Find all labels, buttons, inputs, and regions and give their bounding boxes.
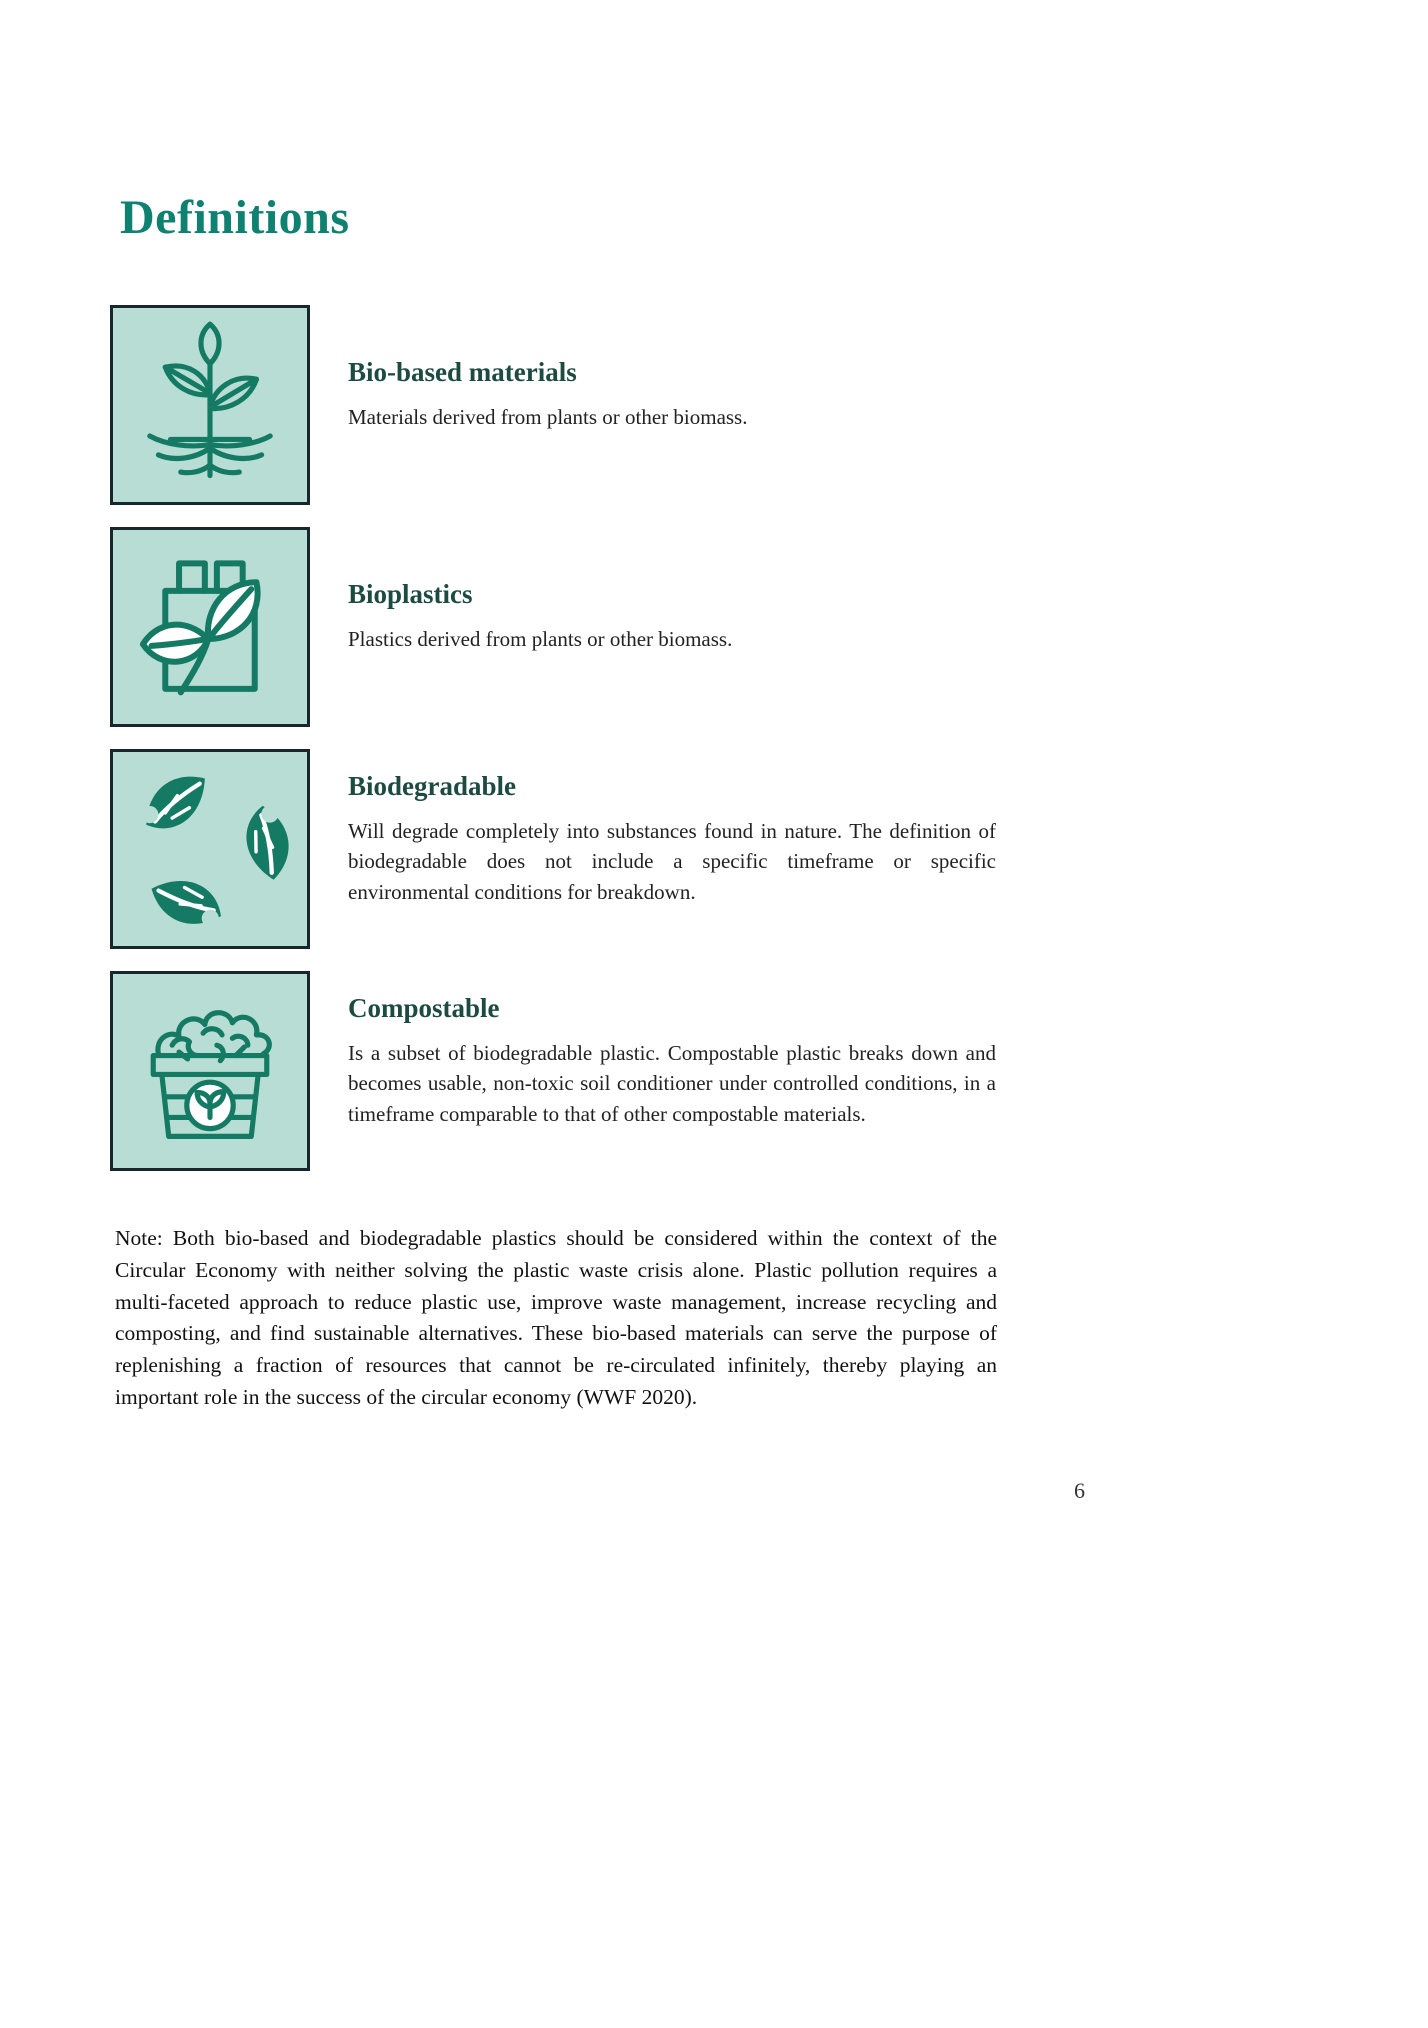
compost-bin-icon <box>124 985 296 1157</box>
definition-term: Bioplastics <box>348 579 473 609</box>
definition-body: Materials derived from plants or other biomass. <box>348 405 748 429</box>
icon-box-bio-based <box>110 305 310 505</box>
page-number: 6 <box>1074 1478 1085 1503</box>
definition-row-compostable <box>110 971 1428 1171</box>
definition-body: Plastics derived from plants or other biomass. <box>348 627 733 651</box>
definition-row-bio-based <box>110 305 1428 505</box>
bag-leaf-icon <box>124 541 296 713</box>
definition-body: Will degrade completely into substances found in nature. The definition of biodegradable does not include a specific timeframe or specific environmental conditions for breakdown. <box>348 819 996 904</box>
page-title: Definitions <box>120 191 350 244</box>
definitions-list <box>110 305 1428 1171</box>
icon-box-biodegradable <box>110 749 310 949</box>
plant-roots-icon <box>124 319 296 491</box>
note-paragraph: Note: Both bio-based and biodegradable plastics should be considered within the context of the Circular Economy with neither solving the plastic waste crisis alone. Plastic pollution requires a multi-faceted approach to reduce plastic use, improve waste management, increase recycling and composting, and find sustainable alternatives. These bio-based materials can serve the purpose of replenishing a fraction of resources that cannot be re-circulated infinitely, thereby playing an important role in the success of the circular economy (WWF 2020). <box>115 1226 997 1410</box>
definition-row-biodegradable <box>110 749 1428 949</box>
definition-text-bio-based <box>348 305 996 505</box>
definition-text-bioplastics <box>348 527 996 727</box>
definition-text-compostable <box>348 971 996 1171</box>
definition-term: Bio-based materials <box>348 357 577 387</box>
definition-term: Compostable <box>348 993 500 1023</box>
icon-box-compostable <box>110 971 310 1171</box>
icon-box-bioplastics <box>110 527 310 727</box>
definition-term: Biodegradable <box>348 771 517 801</box>
definition-row-bioplastics <box>110 527 1428 727</box>
definition-body: Is a subset of biodegradable plastic. Compostable plastic breaks down and becomes usable, non-toxic soil conditioner under controlled conditions, in a timeframe comparable to that of other compostable materials. <box>348 1041 996 1126</box>
leaf-cycle-icon <box>124 763 296 935</box>
definition-text-biodegradable <box>348 749 996 949</box>
